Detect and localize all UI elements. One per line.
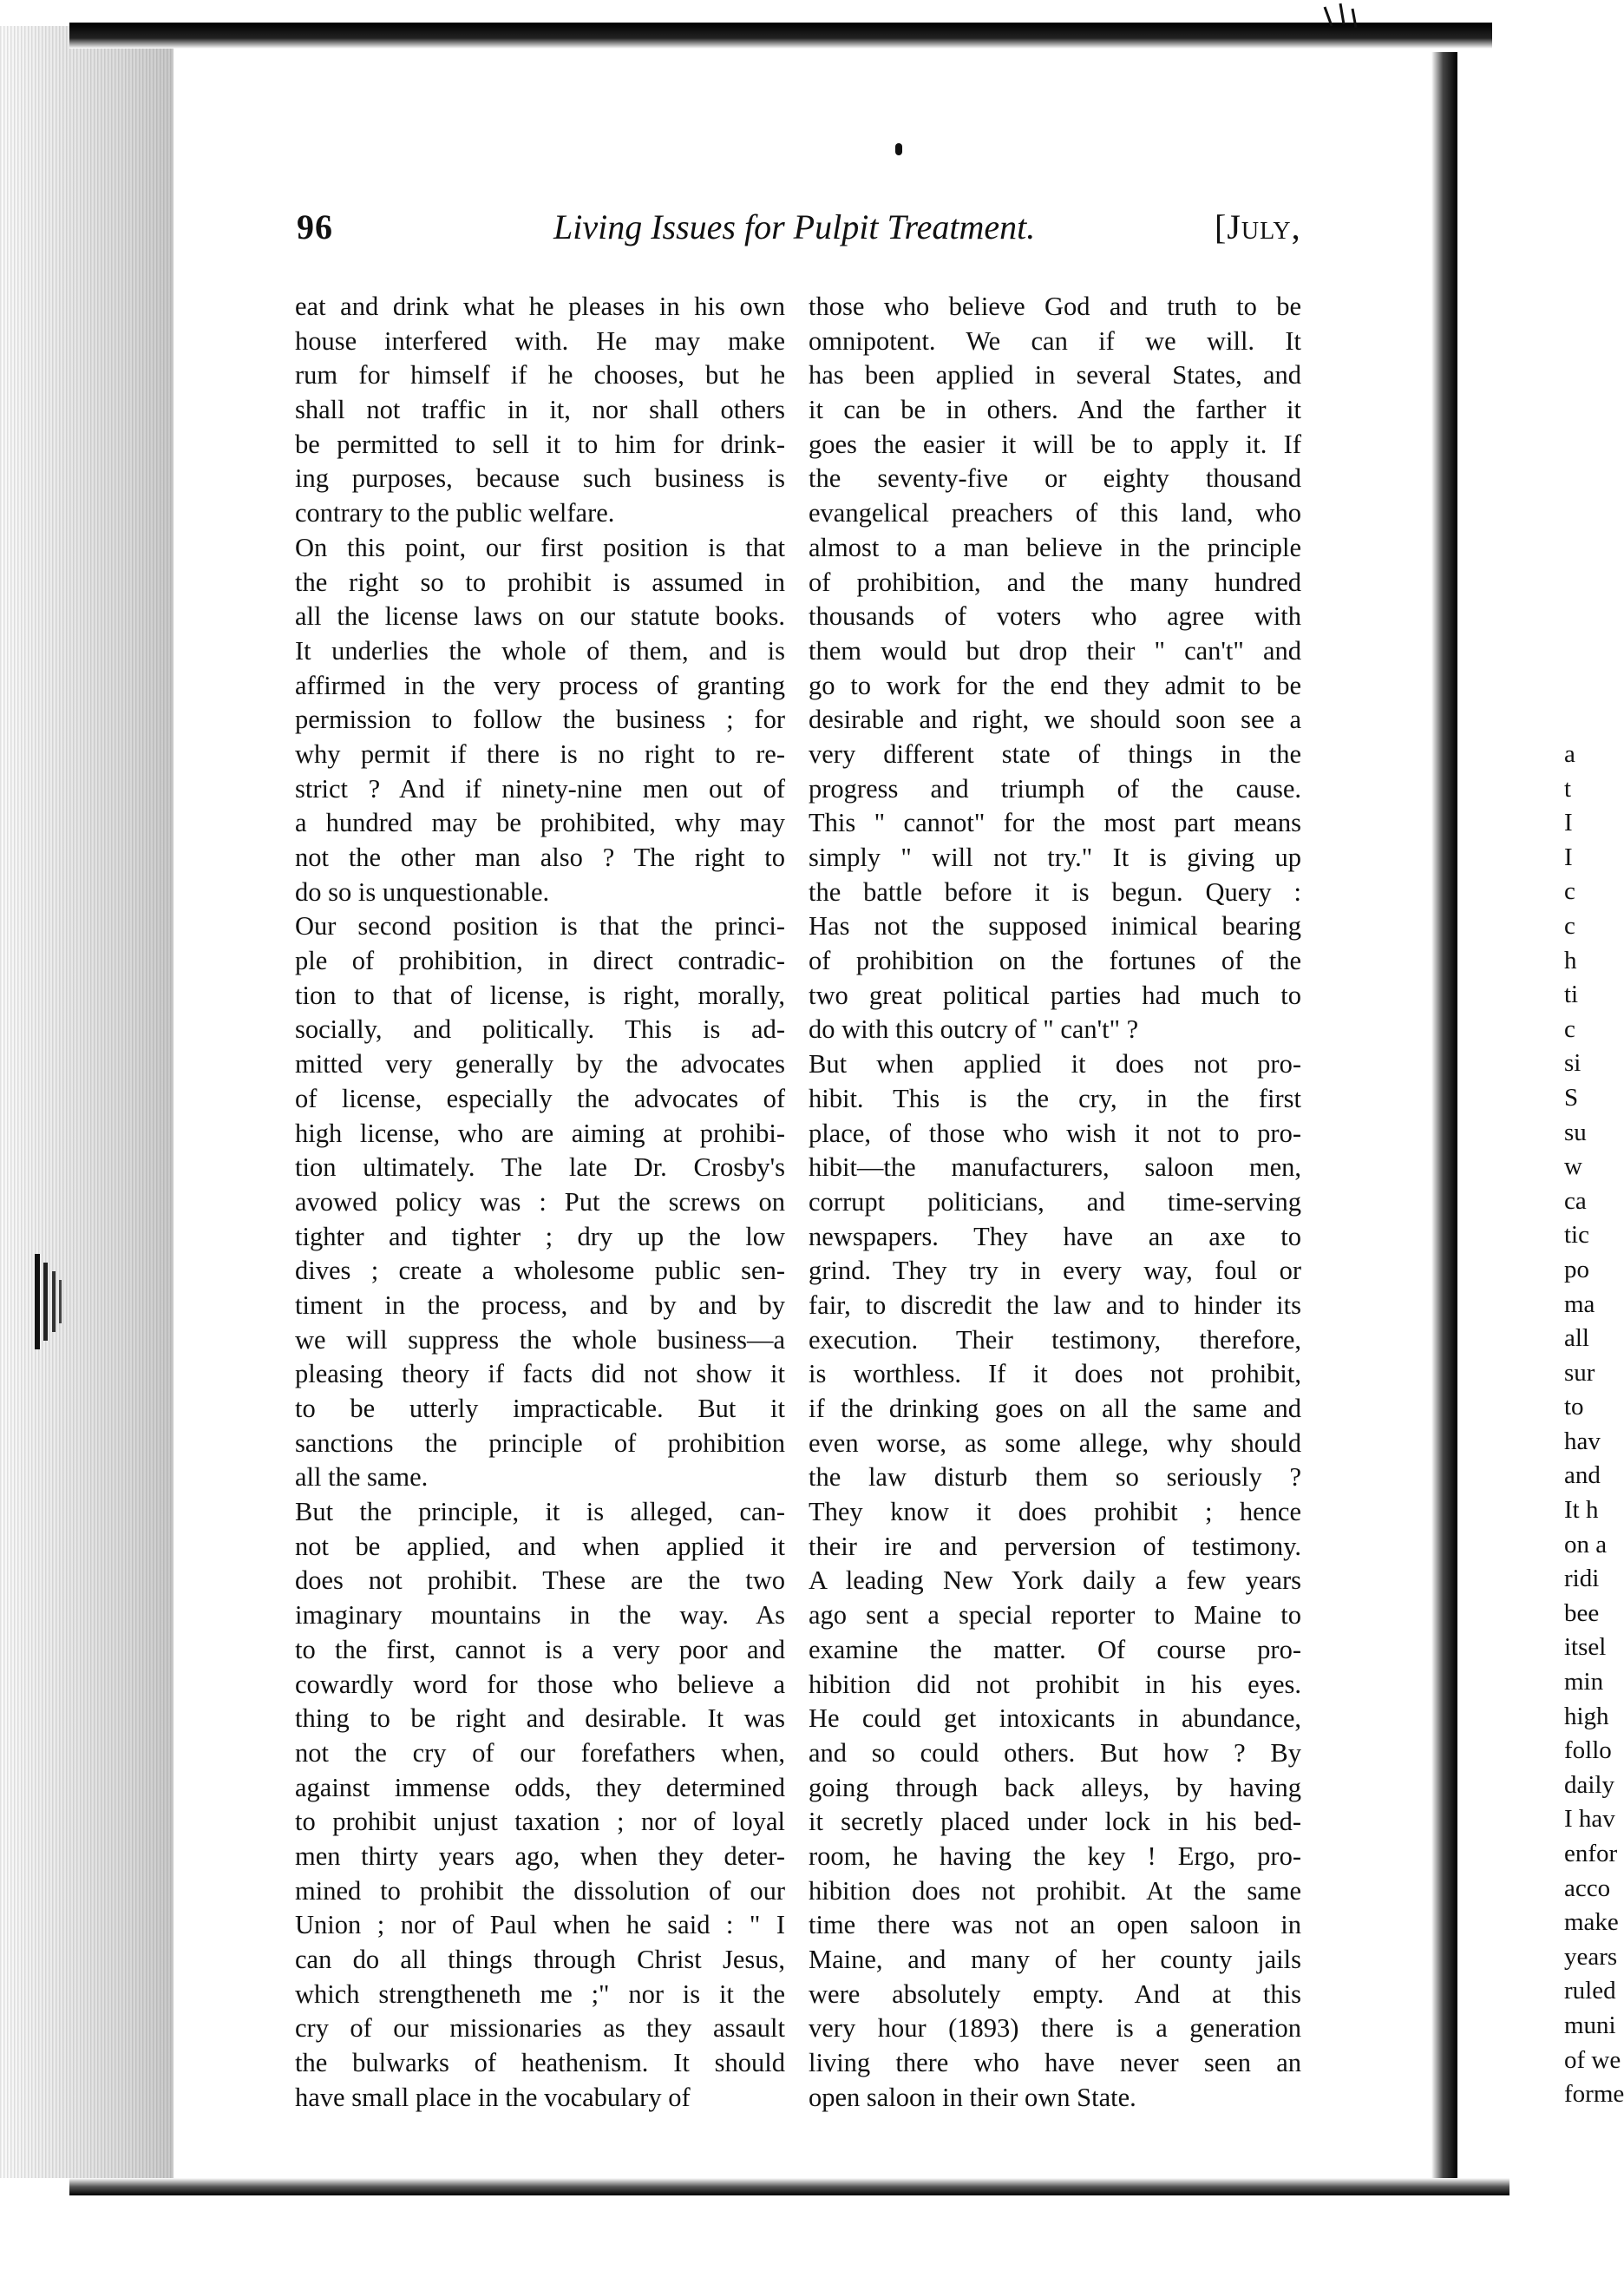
text-line: do with this outcry of " can't" ? xyxy=(809,1014,1139,1045)
book-bottom-edge xyxy=(69,2178,1509,2195)
text-line: does not prohibit. These are the two xyxy=(295,1565,785,1596)
text-line: and so could others. But how ? By xyxy=(809,1737,1301,1768)
text-line: On this point, our first position is that xyxy=(295,532,785,562)
text-line: men thirty years ago, when they deter- xyxy=(295,1841,785,1871)
right-column xyxy=(809,290,1301,2115)
text-line: against immense odds, they determined xyxy=(295,1772,785,1802)
text-line: of prohibition, and the many hundred xyxy=(809,567,1301,597)
text-line: It underlies the whole of them, and is xyxy=(295,635,785,666)
text-line: hibit—the manufacturers, saloon men, xyxy=(809,1152,1301,1183)
text-line: almost to a man believe in the principle xyxy=(809,532,1301,562)
text-line: mined to prohibit the dissolution of our xyxy=(295,1875,785,1906)
facing-page-line: min xyxy=(1564,1668,1604,1696)
text-line: to prohibit unjust taxation ; nor of loyal xyxy=(295,1807,785,1837)
text-line: tion to that of license, is right, morally, xyxy=(295,980,785,1010)
facing-page-line: and xyxy=(1564,1461,1601,1490)
text-line: omnipotent. We can if we will. It xyxy=(809,325,1301,356)
text-line: not the cry of our forefathers when, xyxy=(295,1737,785,1768)
text-line: it can be in others. And the farther it xyxy=(809,395,1301,425)
page-number: 96 xyxy=(297,207,333,246)
running-month: [July, xyxy=(1215,207,1301,246)
facing-page-line: po xyxy=(1564,1255,1589,1283)
facing-page-line: su xyxy=(1564,1118,1587,1146)
ink-dot xyxy=(895,143,902,155)
text-line: to be utterly impracticable. But it xyxy=(295,1394,785,1423)
facing-page-line: c xyxy=(1564,911,1575,940)
facing-page-line: bee xyxy=(1564,1598,1600,1627)
text-line: examine the matter. Of course pro- xyxy=(809,1634,1301,1664)
text-line: all the same. xyxy=(295,1462,429,1493)
text-line: A leading New York daily a few years xyxy=(809,1565,1301,1596)
text-line: very different state of things in the xyxy=(809,738,1301,769)
facing-page-line: I hav xyxy=(1564,1805,1615,1834)
text-line: we will suppress the whole business—a xyxy=(295,1324,785,1355)
facing-page-line: It h xyxy=(1564,1496,1599,1525)
text-line: cowardly word for those who believe a xyxy=(295,1669,785,1699)
text-line: thousands of voters who agree with xyxy=(809,601,1301,632)
text-line: cry of our missionaries as they assault xyxy=(295,2013,785,2044)
facing-page-line: ma xyxy=(1564,1289,1595,1318)
text-line: permission to follow the business ; for xyxy=(295,705,785,735)
facing-page-line: muni xyxy=(1564,2011,1616,2039)
facing-page-line: tic xyxy=(1564,1221,1589,1250)
text-line: why permit if there is no right to re- xyxy=(295,738,785,769)
facing-page-line: on a xyxy=(1564,1530,1608,1558)
text-line: high license, who are aiming at prohibi- xyxy=(295,1118,785,1148)
text-line: fair, to discredit the law and to hinder its xyxy=(809,1289,1301,1320)
facing-page-line: I xyxy=(1564,809,1573,837)
text-line: contrary to the public welfare. xyxy=(295,498,615,528)
text-line: go to work for the end they admit to be xyxy=(809,670,1301,700)
text-line: house interfered with. He may make xyxy=(295,325,785,356)
text-line: Union ; nor of Paul when he said : " I xyxy=(295,1910,785,1940)
text-line: very hour (1893) there is a generation xyxy=(809,2013,1301,2044)
text-line: a hundred may be prohibited, why may xyxy=(295,808,785,838)
text-line: ago sent a special reporter to Maine to xyxy=(809,1600,1301,1631)
text-line: eat and drink what he pleases in his own xyxy=(295,292,785,321)
text-line: They know it does prohibit ; hence xyxy=(809,1497,1301,1527)
facing-page-line: c xyxy=(1564,1014,1575,1043)
text-line: timent in the process, and by and by xyxy=(295,1289,785,1320)
text-line: But the principle, it is alleged, can- xyxy=(295,1497,785,1527)
text-line: goes the easier it will be to apply it. If xyxy=(809,429,1301,459)
text-line: not be applied, and when applied it xyxy=(295,1531,785,1561)
text-line: simply " will not try." It is giving up xyxy=(809,843,1301,872)
text-line: if the drinking goes on all the same and xyxy=(809,1394,1301,1423)
text-line: ple of prohibition, in direct contradic- xyxy=(295,946,785,976)
text-line: avowed policy was : Put the screws on xyxy=(295,1186,785,1217)
text-line: were absolutely empty. And at this xyxy=(809,1978,1301,2009)
text-line: ing purposes, because such business is xyxy=(295,463,785,494)
text-line: He could get intoxicants in abundance, xyxy=(809,1703,1301,1734)
book-page-edges xyxy=(0,26,174,2178)
text-line: Maine, and many of her county jails xyxy=(809,1945,1301,1974)
facing-page-line: a xyxy=(1564,740,1575,768)
facing-page-text xyxy=(1564,738,1624,2112)
text-line: it secretly placed under lock in his bed- xyxy=(809,1807,1301,1837)
facing-page-line: si xyxy=(1564,1049,1581,1078)
text-line: sanctions the principle of prohibition xyxy=(295,1427,785,1458)
text-line: the battle before it is begun. Query : xyxy=(809,876,1301,907)
text-line: execution. Their testimony, therefore, xyxy=(809,1324,1301,1355)
facing-page xyxy=(1457,52,1624,2187)
facing-page-line: itsel xyxy=(1564,1633,1607,1662)
text-line: can do all things through Christ Jesus, xyxy=(295,1945,785,1974)
text-line: progress and triumph of the cause. xyxy=(809,773,1301,804)
facing-page-line: high xyxy=(1564,1702,1609,1730)
text-line: hibit. This is the cry, in the first xyxy=(809,1083,1301,1113)
text-line: This " cannot" for the most part means xyxy=(809,808,1301,838)
facing-page-line: h xyxy=(1564,946,1577,974)
text-line: corrupt politicians, and time-serving xyxy=(809,1186,1301,1217)
facing-page-line: all xyxy=(1564,1324,1589,1353)
facing-page-line: make xyxy=(1564,1908,1619,1937)
text-line: the seventy-five or eighty thousand xyxy=(809,463,1301,494)
text-line: their ire and perversion of testimony. xyxy=(809,1531,1301,1561)
text-line: of prohibition on the fortunes of the xyxy=(809,946,1301,976)
text-line: room, he having the key ! Ergo, pro- xyxy=(809,1841,1301,1871)
text-line: pleasing theory if facts did not show it xyxy=(295,1359,785,1389)
book-top-edge xyxy=(69,23,1492,49)
text-line: shall not traffic in it, nor shall others xyxy=(295,395,785,425)
gutter-shadow xyxy=(1431,52,1457,2187)
facing-page-line: acco xyxy=(1564,1873,1611,1902)
text-line: to the first, cannot is a very poor and xyxy=(295,1634,785,1664)
text-line: the law disturb them so seriously ? xyxy=(809,1462,1301,1493)
text-line: those who believe God and truth to be xyxy=(809,292,1301,321)
text-line: open saloon in their own State. xyxy=(809,2082,1136,2112)
text-line: thing to be right and desirable. It was xyxy=(295,1703,785,1734)
text-line: two great political parties had much to xyxy=(809,980,1301,1010)
facing-page-line: forme xyxy=(1564,2080,1624,2109)
text-line: rum for himself if he chooses, but he xyxy=(295,360,785,390)
text-line: tion ultimately. The late Dr. Crosby's xyxy=(295,1152,785,1183)
facing-page-line: years xyxy=(1564,1942,1618,1971)
facing-page-line: S xyxy=(1564,1083,1579,1112)
text-line: affirmed in the very process of granting xyxy=(295,670,785,700)
text-line: desirable and right, we should soon see a xyxy=(809,705,1301,735)
text-line: of license, especially the advocates of xyxy=(295,1083,785,1113)
text-line: place, of those who wish it not to pro- xyxy=(809,1118,1301,1148)
text-line: has been applied in several States, and xyxy=(809,360,1301,390)
text-line: all the license laws on our statute books. xyxy=(295,601,785,632)
facing-page-line: ridi xyxy=(1564,1565,1600,1593)
facing-page-line: of we xyxy=(1564,2045,1621,2074)
text-line: them would but drop their " can't" and xyxy=(809,635,1301,666)
text-line: have small place in the vocabulary of xyxy=(295,2082,691,2112)
text-line: be permitted to sell it to him for drink- xyxy=(295,429,785,459)
text-line: imaginary mountains in the way. As xyxy=(295,1600,785,1631)
text-line: which strengtheneth me ;" nor is it the xyxy=(295,1978,785,2009)
text-line: Has not the supposed inimical bearing xyxy=(809,911,1301,942)
text-line: tighter and tighter ; dry up the low xyxy=(295,1221,785,1251)
facing-page-line: to xyxy=(1564,1393,1584,1421)
text-line: grind. They try in every way, foul or xyxy=(809,1256,1301,1286)
facing-page-line: enfor xyxy=(1564,1840,1618,1867)
text-line: living there who have never seen an xyxy=(809,2048,1301,2078)
text-line: the bulwarks of heathenism. It should xyxy=(295,2048,785,2078)
text-line: mitted very generally by the advocates xyxy=(295,1049,785,1079)
facing-page-line: t xyxy=(1564,774,1572,803)
facing-page-line: c xyxy=(1564,877,1575,906)
facing-page-line: follo xyxy=(1564,1736,1612,1765)
text-line: time there was not an open saloon in xyxy=(809,1910,1301,1940)
scan-artifact-icon xyxy=(1323,0,1375,35)
facing-page-line: daily xyxy=(1564,1770,1614,1799)
text-line: do so is unquestionable. xyxy=(295,876,550,907)
facing-page-line: sur xyxy=(1564,1358,1595,1387)
running-title: Living Issues for Pulpit Treatment. xyxy=(553,207,1036,246)
left-column xyxy=(295,290,785,2115)
facing-page-line: hav xyxy=(1564,1427,1601,1455)
facing-page-line: ruled xyxy=(1564,1977,1616,2005)
facing-page-line: ca xyxy=(1564,1186,1587,1215)
text-line: the right so to prohibit is assumed in xyxy=(295,567,785,597)
text-line: But when applied it does not pro- xyxy=(809,1049,1301,1079)
text-line: hibition did not prohibit in his eyes. xyxy=(809,1669,1301,1699)
facing-page-line: w xyxy=(1564,1152,1582,1181)
text-line: evangelical preachers of this land, who xyxy=(809,498,1301,528)
text-line: strict ? And if ninety-nine men out of xyxy=(295,773,785,804)
text-line: Our second position is that the princi- xyxy=(295,911,785,942)
text-line: not the other man also ? The right to xyxy=(295,843,785,872)
text-line: going through back alleys, by having xyxy=(809,1772,1301,1802)
text-line: is worthless. If it does not prohibit, xyxy=(809,1359,1301,1389)
text-line: dives ; create a wholesome public sen- xyxy=(295,1256,785,1286)
facing-page-line: I xyxy=(1564,843,1573,871)
text-line: socially, and politically. This is ad- xyxy=(295,1014,785,1045)
facing-page-line: ti xyxy=(1564,981,1579,1009)
text-line: even worse, as some allege, why should xyxy=(809,1427,1301,1458)
binding-marks-icon xyxy=(33,1254,75,1349)
text-line: newspapers. They have an axe to xyxy=(809,1221,1301,1251)
text-line: hibition does not prohibit. At the same xyxy=(809,1875,1301,1906)
